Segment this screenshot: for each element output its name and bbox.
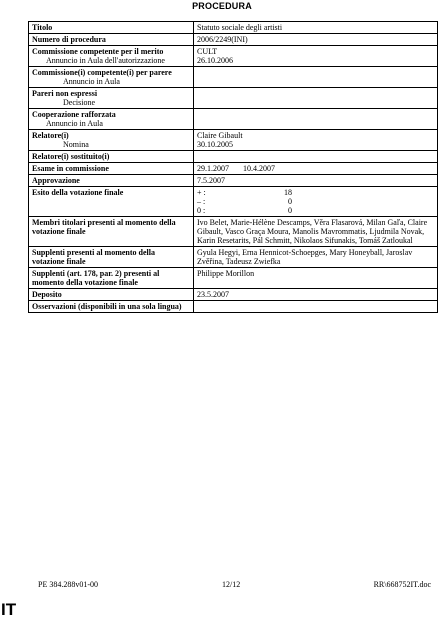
row-value-sub: 26.10.2006 [197, 56, 233, 65]
row-label: Esito della votazione finale [29, 187, 194, 217]
document-reference: PE 384.288v01-00 [38, 580, 98, 589]
row-label-sub: Decisione [63, 98, 95, 107]
vote-row-abstain [197, 206, 433, 215]
vote-sign: + : [197, 188, 206, 197]
row-label: Esame in commissione [29, 163, 194, 175]
document-filename: RR\668752IT.doc [373, 580, 431, 589]
vote-sign: 0 : [197, 206, 206, 215]
row-label [29, 130, 194, 151]
row-label [29, 88, 194, 109]
table-row [29, 247, 438, 268]
row-label: Deposito [29, 289, 194, 301]
row-value [194, 46, 438, 67]
row-value [194, 109, 438, 130]
table-row [29, 175, 438, 187]
table-row [29, 67, 438, 88]
vote-row-no [197, 197, 433, 206]
row-value: 29.1.2007 10.4.2007 [194, 163, 438, 175]
procedure-table [28, 21, 438, 313]
row-label-sub: Nomina [63, 140, 89, 149]
table-row [29, 88, 438, 109]
row-label-main: Commissione competente per il merito [32, 47, 164, 56]
row-value [194, 88, 438, 109]
vote-count: 0 [288, 197, 292, 206]
table-row [29, 22, 438, 34]
table-row [29, 217, 438, 247]
row-label [29, 109, 194, 130]
row-label: Supplenti (art. 178, par. 2) presenti al momento della votazione finale [29, 268, 194, 289]
row-value [194, 151, 438, 163]
row-value [194, 67, 438, 88]
language-code: IT [1, 600, 17, 619]
row-value-main: CULT [197, 47, 218, 56]
row-value: 23.5.2007 [194, 289, 438, 301]
row-label: Membri titolari presenti al momento della votazione finale [29, 217, 194, 247]
row-label [29, 67, 194, 88]
row-label-main: Cooperazione rafforzata [32, 110, 116, 119]
row-label: Numero di procedura [29, 34, 194, 46]
row-label [29, 46, 194, 67]
row-label-sub: Annuncio in Aula [46, 119, 103, 128]
row-value [194, 301, 438, 313]
row-label: Relatore(i) sostituito(i) [29, 151, 194, 163]
row-label: Titolo [29, 22, 194, 34]
row-value-sub: 30.10.2005 [197, 140, 233, 149]
vote-result [194, 187, 438, 217]
row-value: Ivo Belet, Marie-Hélène Descamps, Věra Flasarová, Milan Gaľa, Claire Gibault, Vasco Graça Moura, Manolis Mavrommatis, Ljudmila Novak, Karin Resetarits, Pál Schmitt, Nikolaos Sifunakis, Tomáš Zatloukal [194, 217, 438, 247]
row-value-main: Claire Gibault [197, 131, 243, 140]
vote-sign: – : [197, 197, 206, 206]
vote-row-yes [197, 188, 433, 197]
table-row [29, 151, 438, 163]
table-row [29, 301, 438, 313]
row-label-sub: Annuncio in Aula [63, 77, 120, 86]
table-row [29, 163, 438, 175]
table-row [29, 268, 438, 289]
table-row [29, 109, 438, 130]
row-value: 7.5.2007 [194, 175, 438, 187]
row-value: 2006/2249(INI) [194, 34, 438, 46]
table-row [29, 289, 438, 301]
page-number: 12/12 [222, 580, 241, 589]
page-title: PROCEDURA [192, 1, 252, 11]
vote-count: 18 [284, 188, 292, 197]
table-row [29, 46, 438, 67]
table-row [29, 187, 438, 217]
row-value: Philippe Morillon [194, 268, 438, 289]
table-row [29, 34, 438, 46]
table-row [29, 130, 438, 151]
row-value: Gyula Hegyi, Erna Hennicot-Schoepges, Mary Honeyball, Jaroslav Zvěřina, Tadeusz Zwiefka [194, 247, 438, 268]
vote-count: 0 [288, 206, 292, 215]
row-label-main: Pareri non espressi [32, 89, 98, 98]
row-label-sub: Annuncio in Aula dell'autorizzazione [46, 56, 165, 65]
row-label: Osservazioni (disponibili in una sola lingua) [29, 301, 194, 313]
row-value: Statuto sociale degli artisti [194, 22, 438, 34]
row-value [194, 130, 438, 151]
row-label: Supplenti presenti al momento della votazione finale [29, 247, 194, 268]
row-label: Approvazione [29, 175, 194, 187]
row-label-main: Relatore(i) [32, 131, 69, 140]
row-label-main: Commissione(i) competente(i) per parere [32, 68, 172, 77]
